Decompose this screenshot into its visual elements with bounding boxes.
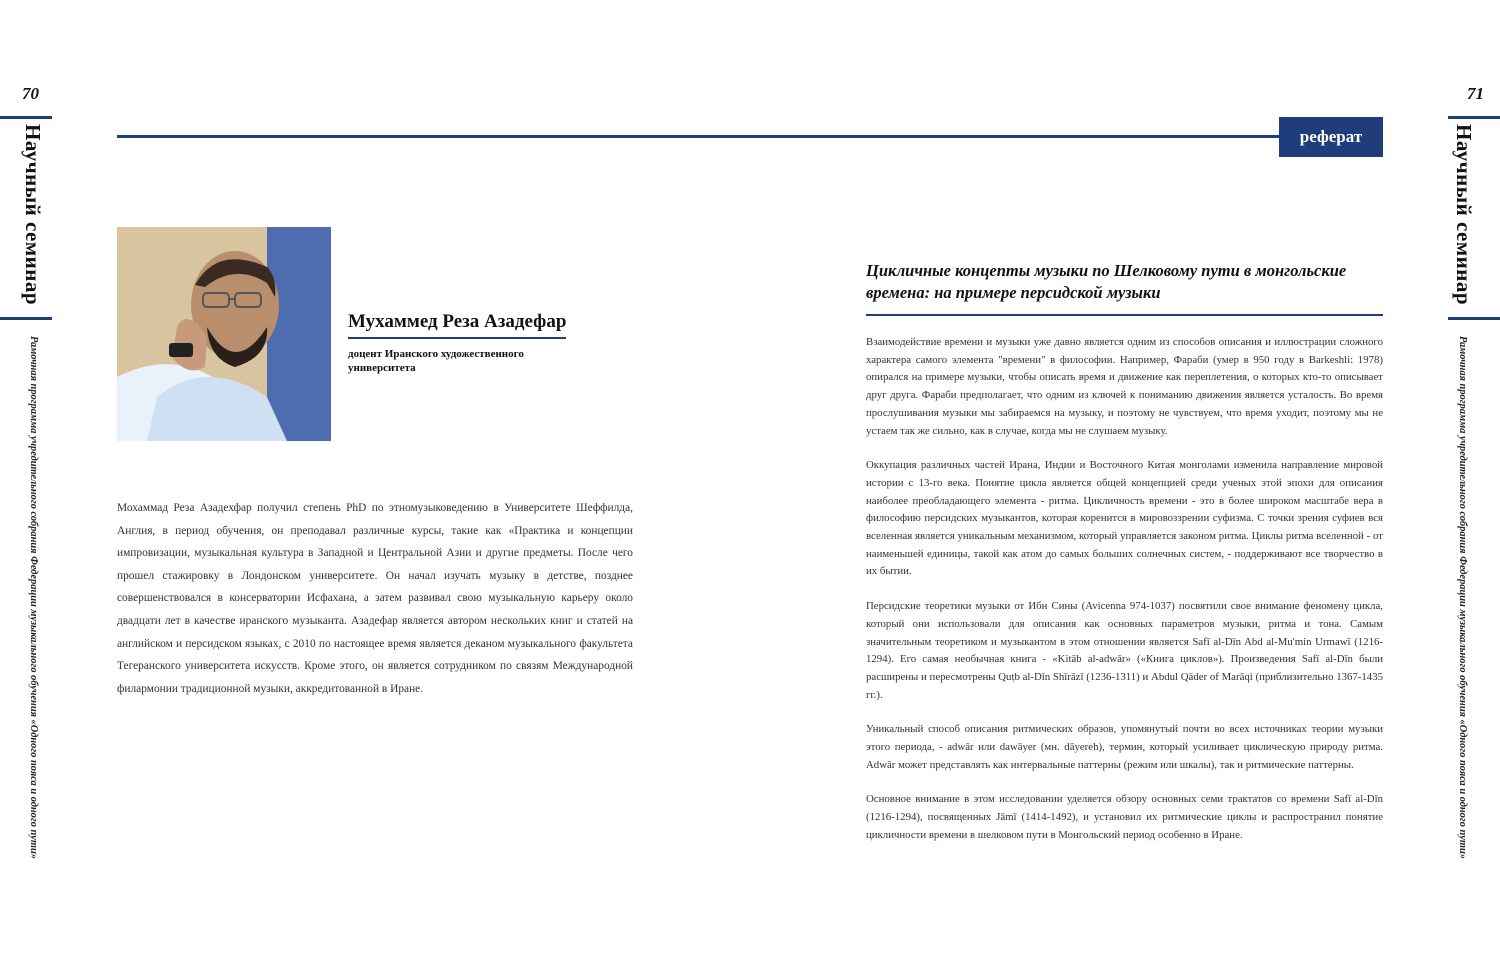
author-name-underline: [348, 337, 566, 339]
article-body: [866, 334, 1383, 845]
left-vertical-title: Научный семинар: [21, 124, 45, 306]
author-bio: Мохаммад Реза Азадехфар получил степень PhD по этномузыковедению в Университете Шеффилда, Англия, в период обучения, он преподавал различные курсы, такие как «Практика и концепции импровизации, музыкальная культура в Западной и Центральной Азии и другие предметы. После чего прошел стажировку в Лондонском университете. Он начал изучать музыку в детстве, позднее совершенствовался в консерватории Исфахана, а затем развивал свою музыкальную карьеру около двадцати лет в качестве иранского музыканта. Азадефар является автором нескольких книг и статей на английском и персидском языках, с 2010 по настоящее время является деканом музыкального факультета Тегеранского университета искусств. Кроме этого, он является сотрудником по связям Международной филармонии традиционной музыки, аккредитованной в Иране.: [117, 502, 633, 695]
portrait-illustration: [117, 227, 331, 441]
left-edge-bar-top: [0, 116, 52, 119]
article-paragraph-2: Оккупация различных частей Ирана, Индии и Восточного Китая монголами изменила направление мировой истории с 13-го века. Понятие цикла является общей концепцией среди ученых этой эпохи для описания наиболее преобладающего элемента - ритма. Цикличность времени - это в более широком масштабе вера в философию персидских музыкантов, которая коренится в мировоззрении суфизма. С точки зрения суфиев вся вселенная является уникальным механизмом, который управляется законом ритма. Циклы ритма вселенной - от наименьшей единицы, такой как атом до самых больших солнечных систем, - поддерживают все творчество в их бытии.: [866, 459, 1383, 578]
author-role: доцент Иранского художественного университета: [348, 348, 524, 374]
author-photo: [117, 227, 331, 441]
right-edge-bar-top: [1448, 116, 1500, 119]
article-paragraph-4: Уникальный способ описания ритмических образов, упомянутый почти во всех источниках теории музыки этого периода, - adwār или dawāyer (мн. dāyereh), термин, который усиливает циклическую природу ритма. Adwār может представлять как интервальные паттерны (режим или шкалы), так и ритмические паттерны.: [866, 723, 1383, 771]
left-page-number: 70: [22, 84, 39, 103]
article-paragraph-5: Основное внимание в этом исследовании уделяется обзору основных семи трактатов со времени Safī al-Dīn (1216-1294), посвященных Jāmī (1414-1492), и установил их ритмические циклы и распространил понятие цикличности времени в шелковом пути в Монгольский период особенно в Иране.: [866, 793, 1383, 841]
article-title-rule: [866, 314, 1383, 316]
header-rule: [117, 135, 1287, 138]
author-name: Мухаммед Реза Азадефар: [348, 311, 567, 332]
left-vertical-subtitle: Рамочная программа учредительного собрания Федерации музыкального обучения «Одного пояса и одного пути»: [28, 336, 39, 859]
section-badge: реферат: [1279, 117, 1383, 157]
article-paragraph-3: Персидские теоретики музыки от Ибн Сины (Avicenna 974-1037) посвятили свое внимание феномену цикла, который они использовали для описания как основных параметров музыки, ритма и тона. Самым значительным теоретиком и музыкантом в этом отношении является Safī al-Dīn Abd al-Mu'min Urmawī (1216-1294). Его самая необычная книга - «Kitāb al-adwār» («Книга циклов»). Произведения Safī al-Dīn были расширены и пересмотрены Quṭb al-Dīn Shīrāzī (1236-1311) и Abdul Qāder of Marāqi (приблизительно 1367-1435 гг.).: [866, 600, 1383, 701]
right-page-number: 71: [1467, 84, 1484, 103]
right-vertical-title: Научный семинар: [1452, 124, 1476, 306]
article-title: Цикличные концепты музыки по Шелковому пути в монгольские времена: на примере персидской музыки: [866, 261, 1347, 302]
left-edge-bar-bottom: [0, 317, 52, 320]
article-paragraph-1: Взаимодействие времени и музыки уже давно является одним из способов описания и иллюстрации сложного характера самого элемента "времени" в философии. Например, Фараби (умер в 950 году в Barkeshli: 1978) опирался на примере музыки, чтобы описать время и движение как переплетения, о которых кто-то описывает друг друга. Фараби предполагает, что одним из ключей к пониманию движения является усталость. Во время прослушивания музыки мы забираемся на музыку, и поэтому не чувствуем, что время уходит, поэтому мы не устаем так же сильно, как в случае, когда мы не слушаем музыку.: [866, 336, 1383, 437]
right-edge-bar-bottom: [1448, 317, 1500, 320]
right-vertical-subtitle: Рамочная программа учредительного собрания Федерации музыкального обучения «Одного пояса и одного пути»: [1457, 336, 1468, 859]
